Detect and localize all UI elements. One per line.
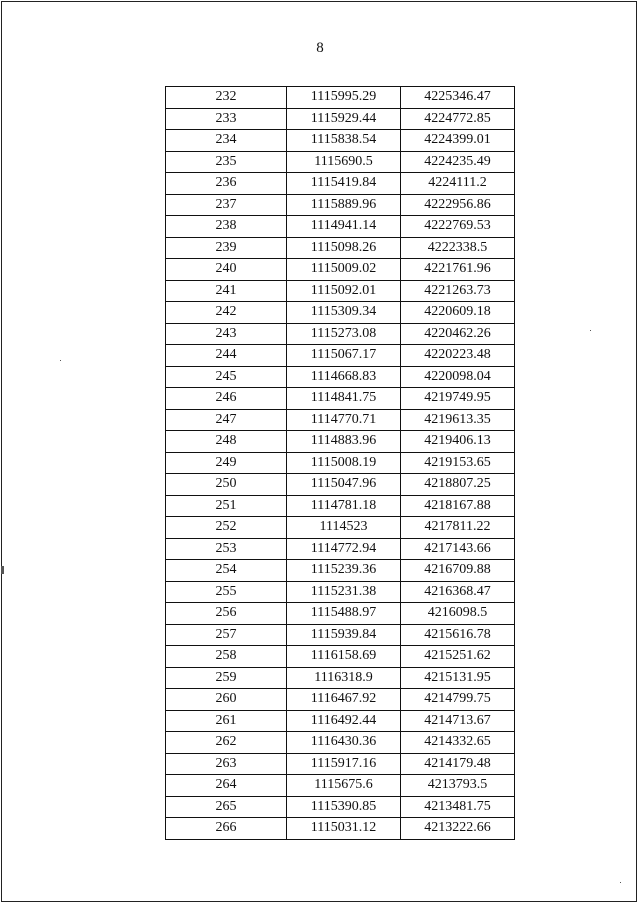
y-coordinate-cell: 4214799.75	[401, 689, 515, 711]
x-coordinate-cell: 1114841.75	[287, 388, 401, 410]
table-row	[166, 689, 515, 711]
point-number-cell: 238	[166, 216, 287, 238]
table-row	[166, 151, 515, 173]
x-coordinate-cell: 1115838.54	[287, 130, 401, 152]
point-number-cell: 232	[166, 87, 287, 109]
scan-speck	[590, 330, 591, 331]
x-coordinate-cell: 1115488.97	[287, 603, 401, 625]
point-number-cell: 262	[166, 732, 287, 754]
table-row	[166, 667, 515, 689]
y-coordinate-cell: 4219749.95	[401, 388, 515, 410]
table-row	[166, 474, 515, 496]
point-number-cell: 240	[166, 259, 287, 281]
point-number-cell: 254	[166, 560, 287, 582]
table-row	[166, 796, 515, 818]
x-coordinate-cell: 1114883.96	[287, 431, 401, 453]
point-number-cell: 248	[166, 431, 287, 453]
y-coordinate-cell: 4222338.5	[401, 237, 515, 259]
point-number-cell: 242	[166, 302, 287, 324]
y-coordinate-cell: 4219613.35	[401, 409, 515, 431]
scan-speck	[1, 566, 4, 574]
y-coordinate-cell: 4220223.48	[401, 345, 515, 367]
y-coordinate-cell: 4221263.73	[401, 280, 515, 302]
point-number-cell: 236	[166, 173, 287, 195]
x-coordinate-cell: 1115889.96	[287, 194, 401, 216]
y-coordinate-cell: 4215251.62	[401, 646, 515, 668]
table-row	[166, 323, 515, 345]
scan-speck	[60, 360, 61, 361]
coordinates-table	[165, 86, 515, 840]
x-coordinate-cell: 1116318.9	[287, 667, 401, 689]
x-coordinate-cell: 1114770.71	[287, 409, 401, 431]
table-row	[166, 130, 515, 152]
table-row	[166, 280, 515, 302]
y-coordinate-cell: 4217811.22	[401, 517, 515, 539]
table-row	[166, 452, 515, 474]
y-coordinate-cell: 4224772.85	[401, 108, 515, 130]
point-number-cell: 246	[166, 388, 287, 410]
table-row	[166, 259, 515, 281]
table-row	[166, 173, 515, 195]
table-row	[166, 775, 515, 797]
point-number-cell: 241	[166, 280, 287, 302]
page-number: 8	[316, 40, 324, 56]
point-number-cell: 243	[166, 323, 287, 345]
table-row	[166, 624, 515, 646]
point-number-cell: 249	[166, 452, 287, 474]
point-number-cell: 260	[166, 689, 287, 711]
point-number-cell: 250	[166, 474, 287, 496]
table-row	[166, 409, 515, 431]
x-coordinate-cell: 1114941.14	[287, 216, 401, 238]
point-number-cell: 265	[166, 796, 287, 818]
y-coordinate-cell: 4219406.13	[401, 431, 515, 453]
x-coordinate-cell: 1115092.01	[287, 280, 401, 302]
scan-speck	[620, 882, 621, 883]
table-row	[166, 431, 515, 453]
y-coordinate-cell: 4222956.86	[401, 194, 515, 216]
y-coordinate-cell: 4224399.01	[401, 130, 515, 152]
x-coordinate-cell: 1116492.44	[287, 710, 401, 732]
y-coordinate-cell: 4222769.53	[401, 216, 515, 238]
x-coordinate-cell: 1114772.94	[287, 538, 401, 560]
y-coordinate-cell: 4220609.18	[401, 302, 515, 324]
y-coordinate-cell: 4214713.67	[401, 710, 515, 732]
table-row	[166, 732, 515, 754]
point-number-cell: 253	[166, 538, 287, 560]
y-coordinate-cell: 4218167.88	[401, 495, 515, 517]
point-number-cell: 237	[166, 194, 287, 216]
point-number-cell: 258	[166, 646, 287, 668]
y-coordinate-cell: 4213793.5	[401, 775, 515, 797]
y-coordinate-cell: 4221761.96	[401, 259, 515, 281]
point-number-cell: 244	[166, 345, 287, 367]
table-row	[166, 603, 515, 625]
table-row	[166, 646, 515, 668]
x-coordinate-cell: 1115419.84	[287, 173, 401, 195]
table-row	[166, 237, 515, 259]
y-coordinate-cell: 4220098.04	[401, 366, 515, 388]
table-row	[166, 388, 515, 410]
y-coordinate-cell: 4225346.47	[401, 87, 515, 109]
y-coordinate-cell: 4224111.2	[401, 173, 515, 195]
table-row	[166, 818, 515, 840]
x-coordinate-cell: 1114781.18	[287, 495, 401, 517]
y-coordinate-cell: 4214332.65	[401, 732, 515, 754]
table-row	[166, 581, 515, 603]
point-number-cell: 263	[166, 753, 287, 775]
y-coordinate-cell: 4213222.66	[401, 818, 515, 840]
point-number-cell: 247	[166, 409, 287, 431]
point-number-cell: 259	[166, 667, 287, 689]
x-coordinate-cell: 1115273.08	[287, 323, 401, 345]
table-row	[166, 366, 515, 388]
y-coordinate-cell: 4224235.49	[401, 151, 515, 173]
table-row	[166, 517, 515, 539]
table-row	[166, 216, 515, 238]
x-coordinate-cell: 1115239.36	[287, 560, 401, 582]
table-row	[166, 302, 515, 324]
point-number-cell: 257	[166, 624, 287, 646]
table-row	[166, 710, 515, 732]
x-coordinate-cell: 1115995.29	[287, 87, 401, 109]
x-coordinate-cell: 1115390.85	[287, 796, 401, 818]
y-coordinate-cell: 4219153.65	[401, 452, 515, 474]
x-coordinate-cell: 1115929.44	[287, 108, 401, 130]
point-number-cell: 234	[166, 130, 287, 152]
point-number-cell: 235	[166, 151, 287, 173]
x-coordinate-cell: 1115098.26	[287, 237, 401, 259]
table-body	[166, 87, 515, 840]
table-row	[166, 108, 515, 130]
x-coordinate-cell: 1116158.69	[287, 646, 401, 668]
point-number-cell: 264	[166, 775, 287, 797]
x-coordinate-cell: 1115231.38	[287, 581, 401, 603]
y-coordinate-cell: 4213481.75	[401, 796, 515, 818]
point-number-cell: 255	[166, 581, 287, 603]
y-coordinate-cell: 4218807.25	[401, 474, 515, 496]
x-coordinate-cell: 1115917.16	[287, 753, 401, 775]
x-coordinate-cell: 1115939.84	[287, 624, 401, 646]
y-coordinate-cell: 4215131.95	[401, 667, 515, 689]
x-coordinate-cell: 1116430.36	[287, 732, 401, 754]
x-coordinate-cell: 1115009.02	[287, 259, 401, 281]
x-coordinate-cell: 1115309.34	[287, 302, 401, 324]
y-coordinate-cell: 4216709.88	[401, 560, 515, 582]
x-coordinate-cell: 1115047.96	[287, 474, 401, 496]
point-number-cell: 245	[166, 366, 287, 388]
table-row	[166, 538, 515, 560]
x-coordinate-cell: 1115008.19	[287, 452, 401, 474]
table-row	[166, 194, 515, 216]
x-coordinate-cell: 1115067.17	[287, 345, 401, 367]
table-row	[166, 87, 515, 109]
x-coordinate-cell: 1114523	[287, 517, 401, 539]
x-coordinate-cell: 1115031.12	[287, 818, 401, 840]
y-coordinate-cell: 4217143.66	[401, 538, 515, 560]
x-coordinate-cell: 1114668.83	[287, 366, 401, 388]
point-number-cell: 239	[166, 237, 287, 259]
point-number-cell: 251	[166, 495, 287, 517]
x-coordinate-cell: 1115675.6	[287, 775, 401, 797]
point-number-cell: 266	[166, 818, 287, 840]
table-row	[166, 495, 515, 517]
y-coordinate-cell: 4214179.48	[401, 753, 515, 775]
table-row	[166, 753, 515, 775]
table-row	[166, 560, 515, 582]
x-coordinate-cell: 1115690.5	[287, 151, 401, 173]
point-number-cell: 252	[166, 517, 287, 539]
y-coordinate-cell: 4216098.5	[401, 603, 515, 625]
y-coordinate-cell: 4216368.47	[401, 581, 515, 603]
y-coordinate-cell: 4215616.78	[401, 624, 515, 646]
point-number-cell: 233	[166, 108, 287, 130]
point-number-cell: 256	[166, 603, 287, 625]
x-coordinate-cell: 1116467.92	[287, 689, 401, 711]
y-coordinate-cell: 4220462.26	[401, 323, 515, 345]
table-row	[166, 345, 515, 367]
point-number-cell: 261	[166, 710, 287, 732]
